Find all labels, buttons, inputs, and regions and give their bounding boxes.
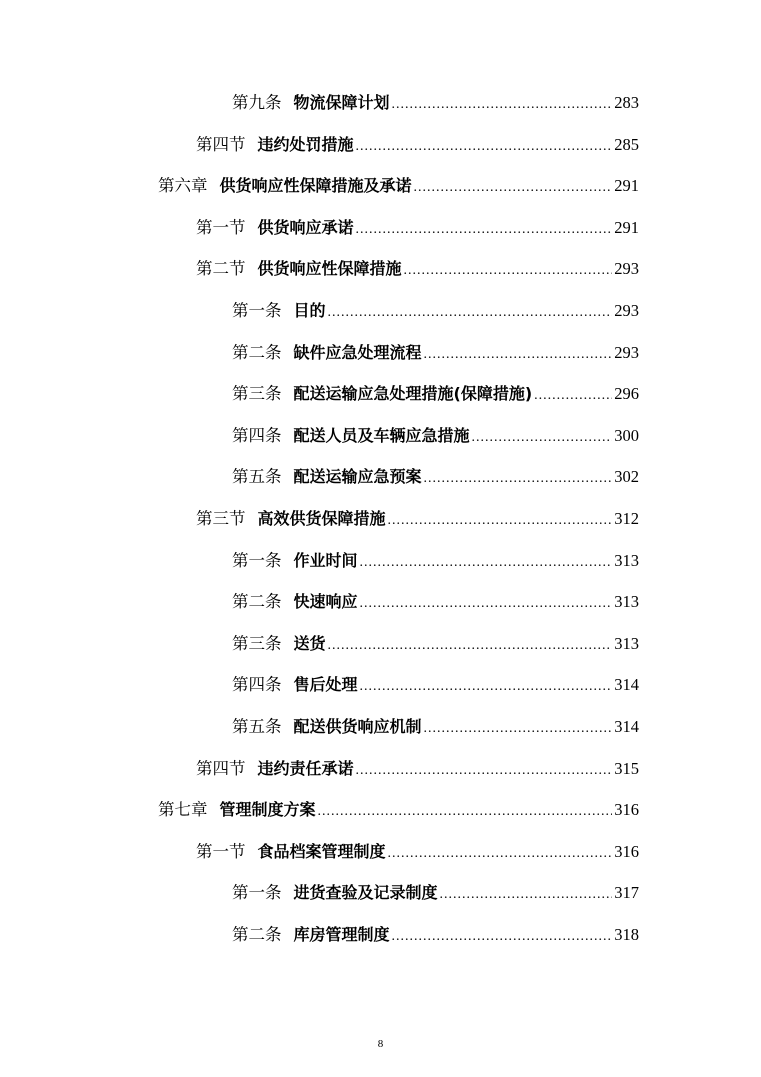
toc-entry[interactable]: [232, 89, 639, 117]
toc-dot-leader: [356, 216, 613, 244]
toc-entry-page-number: 283: [614, 93, 639, 112]
toc-entry[interactable]: [196, 214, 639, 242]
toc-entry-label: 第九条: [232, 93, 282, 112]
toc-entry[interactable]: [196, 505, 639, 533]
toc-dot-leader: [534, 382, 612, 410]
page-number: 8: [377, 1038, 384, 1050]
toc-entry-label: 第四条: [232, 675, 282, 695]
toc-entry-label: 第二节: [196, 259, 246, 279]
toc-entry-label: 第三条: [232, 384, 282, 404]
toc-dot-leader: [388, 840, 613, 868]
toc-entry-title: 违约处罚措施: [257, 134, 354, 154]
toc-entry-label: 第一条: [232, 550, 282, 570]
toc-entry-title: 高效供货保障措施: [257, 509, 386, 528]
toc-entry-title: 供货响应性保障措施: [257, 259, 402, 279]
toc-dot-leader: [356, 133, 613, 161]
toc-entry-label: 第七章: [158, 800, 208, 820]
toc-dot-leader: [318, 798, 613, 826]
toc-entry-page-number: 316: [614, 841, 639, 861]
toc-entry-title: 作业时间: [293, 550, 358, 570]
toc-entry[interactable]: [232, 297, 639, 325]
toc-entry-title: 进货查验及记录制度: [293, 883, 438, 903]
toc-entry-page-number: 313: [614, 550, 639, 570]
toc-entry-label: 第四条: [232, 425, 282, 445]
toc-entry-title: 目的: [293, 301, 326, 320]
toc-dot-leader: [392, 91, 613, 119]
toc-entry[interactable]: [232, 422, 639, 450]
toc-entry-label: 第一节: [196, 217, 246, 237]
toc-dot-leader: [392, 923, 613, 951]
toc-dot-leader: [424, 715, 613, 743]
toc-entry-title: 食品档案管理制度: [257, 841, 386, 861]
toc-dot-leader: [356, 757, 613, 785]
toc-entry[interactable]: [232, 630, 639, 658]
toc-dot-leader: [414, 174, 613, 202]
toc-entry-page-number: 316: [614, 800, 639, 820]
toc-entry-title: 供货响应性保障措施及承诺: [219, 176, 412, 196]
toc-entry-page-number: 313: [614, 633, 639, 653]
toc-entry[interactable]: [232, 713, 639, 741]
toc-entry-page-number: 291: [614, 217, 639, 237]
toc-dot-leader: [328, 299, 613, 327]
toc-entry-page-number: 293: [614, 342, 639, 362]
toc-entry-title: 配送运输应急预案: [293, 467, 422, 487]
toc-entry-title: 配送运输应急处理措施(保障措施): [293, 384, 533, 404]
toc-entry-page-number: 285: [614, 134, 639, 154]
toc-entry[interactable]: [196, 838, 639, 866]
toc-entry-page-number: 313: [614, 592, 639, 612]
toc-entry-page-number: 318: [614, 925, 639, 944]
toc-entry-page-number: 312: [614, 509, 639, 528]
toc-entry[interactable]: [232, 463, 639, 491]
toc-entry-page-number: 293: [614, 259, 639, 279]
toc-entry-page-number: 296: [614, 384, 639, 404]
toc-entry[interactable]: [232, 380, 639, 408]
toc-entry[interactable]: [196, 255, 639, 283]
toc-entry[interactable]: [232, 879, 639, 907]
toc-dot-leader: [360, 590, 613, 618]
toc-dot-leader: [328, 632, 613, 660]
toc-entry-title: 售后处理: [293, 675, 358, 695]
toc-entry-page-number: 314: [614, 675, 639, 695]
toc-dot-leader: [440, 881, 613, 909]
toc-dot-leader: [388, 507, 613, 535]
toc-entry[interactable]: [232, 671, 639, 699]
toc-entry-title: 送货: [293, 633, 326, 653]
toc-entry-title: 快速响应: [293, 592, 358, 612]
toc-entry-label: 第一节: [196, 841, 246, 861]
toc-entry-page-number: 317: [614, 883, 639, 903]
toc-entry[interactable]: [232, 588, 639, 616]
toc-entry-label: 第六章: [158, 176, 208, 196]
toc-entry-label: 第二条: [232, 342, 282, 362]
toc-dot-leader: [360, 549, 613, 577]
toc-entry[interactable]: [232, 339, 639, 367]
toc-entry-label: 第五条: [232, 467, 282, 487]
toc-entry[interactable]: [158, 172, 639, 200]
toc-entry[interactable]: [158, 796, 639, 824]
toc-entry[interactable]: [196, 755, 639, 783]
toc-entry-title: 物流保障计划: [293, 93, 390, 112]
toc-entry-label: 第一条: [232, 301, 282, 320]
toc-entry-page-number: 293: [614, 301, 639, 320]
toc-entry-title: 供货响应承诺: [257, 217, 354, 237]
toc-entry-page-number: 314: [614, 717, 639, 736]
toc-entry-label: 第五条: [232, 717, 282, 736]
toc-dot-leader: [360, 673, 613, 701]
toc-entry-label: 第一条: [232, 883, 282, 903]
toc-entry-page-number: 302: [614, 467, 639, 487]
toc-entry-page-number: 315: [614, 758, 639, 778]
toc-entry[interactable]: [196, 131, 639, 159]
toc-dot-leader: [424, 465, 613, 493]
toc-entry-page-number: 291: [614, 176, 639, 196]
toc-entry-title: 配送人员及车辆应急措施: [293, 425, 470, 445]
toc-entry-title: 管理制度方案: [219, 800, 316, 820]
toc-entry-title: 缺件应急处理流程: [293, 342, 422, 362]
toc-entry-page-number: 300: [614, 425, 639, 445]
toc-dot-leader: [424, 341, 613, 369]
toc-entry-label: 第四节: [196, 134, 246, 154]
toc-entry-title: 配送供货响应机制: [293, 717, 422, 736]
toc-entry-label: 第三节: [196, 509, 246, 528]
toc-entry[interactable]: [232, 921, 639, 949]
toc-entry-title: 违约责任承诺: [257, 758, 354, 778]
toc-dot-leader: [472, 424, 613, 452]
toc-entry-label: 第三条: [232, 633, 282, 653]
toc-entry-title: 库房管理制度: [293, 925, 390, 944]
toc-entry-label: 第二条: [232, 925, 282, 944]
toc-dot-leader: [404, 257, 613, 285]
toc-entry[interactable]: [232, 547, 639, 575]
toc-entry-label: 第二条: [232, 592, 282, 612]
toc-entry-label: 第四节: [196, 758, 246, 778]
